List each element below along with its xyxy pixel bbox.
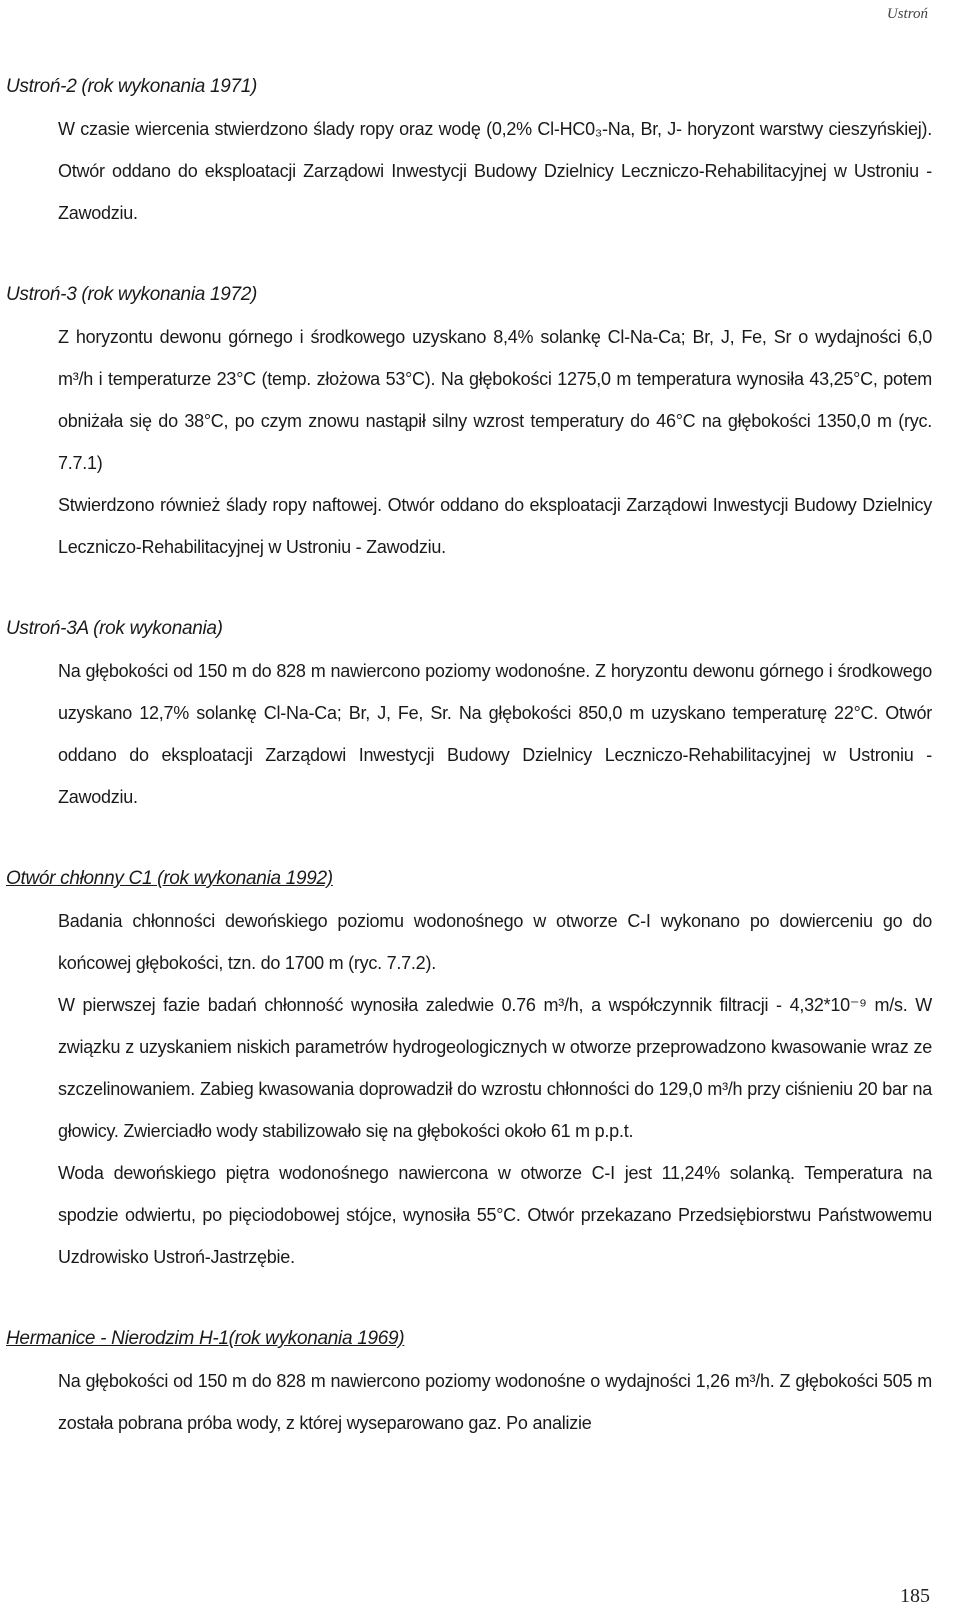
page-number: 185 bbox=[900, 1585, 930, 1607]
section-heading: Ustroń-3 (rok wykonania 1972) bbox=[6, 284, 258, 305]
paragraph: W czasie wiercenia stwierdzono ślady ropy oraz wodę (0,2% Cl-HC0₃-Na, Br, J- horyzont warstwy cieszyńskiej). Otwór oddano do eksploatacji Zarządowi Inwestycji Budowy Dzielnicy Leczniczo-Rehabilitacyjnej w Ustroniu - Zawodziu. bbox=[58, 119, 932, 223]
paragraph: Stwierdzono również ślady ropy naftowej. Otwór oddano do eksploatacji Zarządowi Inwestycji Budowy Dzielnicy Leczniczo-Rehabilitacyjnej w Ustroniu - Zawodziu. bbox=[58, 495, 932, 557]
section-ustron-2 bbox=[6, 66, 932, 234]
paragraph: Z horyzontu dewonu górnego i środkowego uzyskano 8,4% solankę Cl-Na-Ca; Br, J, Fe, Sr o wydajności 6,0 m³/h i temperaturze 23°C (temp. złożowa 53°C). Na głębokości 1275,0 m temperatura wynosiła 43,25°C, potem obniżała się do 38°C, po czym znowu nastąpił silny wzrost temperatury do 46°C na głębokości 1350,0 m (ryc. 7.7.1) bbox=[58, 327, 932, 473]
section-text bbox=[58, 900, 932, 1278]
paragraph: Woda dewońskiego piętra wodonośnego nawiercona w otworze C-I jest 11,24% solanką. Temperatura na spodzie odwiertu, po pięciodobowej stójce, wynosiła 55°C. Otwór przekazano Przedsiębiorstwu Państwowemu Uzdrowisko Ustroń-Jastrzębie. bbox=[58, 1163, 932, 1267]
section-text bbox=[58, 316, 932, 568]
section-heading: Ustroń-3A (rok wykonania) bbox=[6, 618, 223, 639]
paragraph: Badania chłonności dewońskiego poziomu wodonośnego w otworze C-I wykonano po dowierceniu go do końcowej głębokości, tzn. do 1700 m (ryc. 7.7.2). bbox=[58, 911, 932, 973]
section-hermanice-h1 bbox=[6, 1318, 932, 1444]
document-body bbox=[0, 66, 960, 1620]
section-ustron-3 bbox=[6, 274, 932, 568]
section-text bbox=[58, 108, 932, 234]
running-header: Ustroń bbox=[886, 6, 928, 22]
section-heading: Ustroń-2 (rok wykonania 1971) bbox=[6, 76, 258, 97]
section-heading: Hermanice - Nierodzim H-1(rok wykonania 1969) bbox=[6, 1328, 405, 1349]
paragraph: W pierwszej fazie badań chłonność wynosiła zaledwie 0.76 m³/h, a współczynnik filtracji - 4,32*10⁻⁹ m/s. W związku z uzyskaniem niskich parametrów hydrogeologicznych w otworze przeprowadzono kwasowanie wraz ze szczelinowaniem. Zabieg kwasowania doprowadził do wzrostu chłonności do 129,0 m³/h przy ciśnieniu 20 bar na głowicy. Zwierciadło wody stabilizowało się na głębokości około 61 m p.p.t. bbox=[58, 995, 932, 1141]
paragraph: Na głębokości od 150 m do 828 m nawiercono poziomy wodonośne. Z horyzontu dewonu górnego i środkowego uzyskano 12,7% solankę Cl-Na-Ca; Br, J, Fe, Sr. Na głębokości 850,0 m uzyskano temperaturę 22°C. Otwór oddano do eksploatacji Zarządowi Inwestycji Budowy Dzielnicy Leczniczo-Rehabilitacyjnej w Ustroniu - Zawodziu. bbox=[58, 661, 932, 807]
section-text bbox=[58, 650, 932, 818]
section-text bbox=[58, 1360, 932, 1444]
section-otwor-c1 bbox=[6, 858, 932, 1278]
paragraph: Na głębokości od 150 m do 828 m nawiercono poziomy wodonośne o wydajności 1,26 m³/h. Z głębokości 505 m została pobrana próba wody, z której wyseparowano gaz. Po analizie bbox=[58, 1371, 932, 1433]
section-ustron-3a bbox=[6, 608, 932, 818]
section-heading: Otwór chłonny C1 (rok wykonania 1992) bbox=[6, 868, 333, 889]
